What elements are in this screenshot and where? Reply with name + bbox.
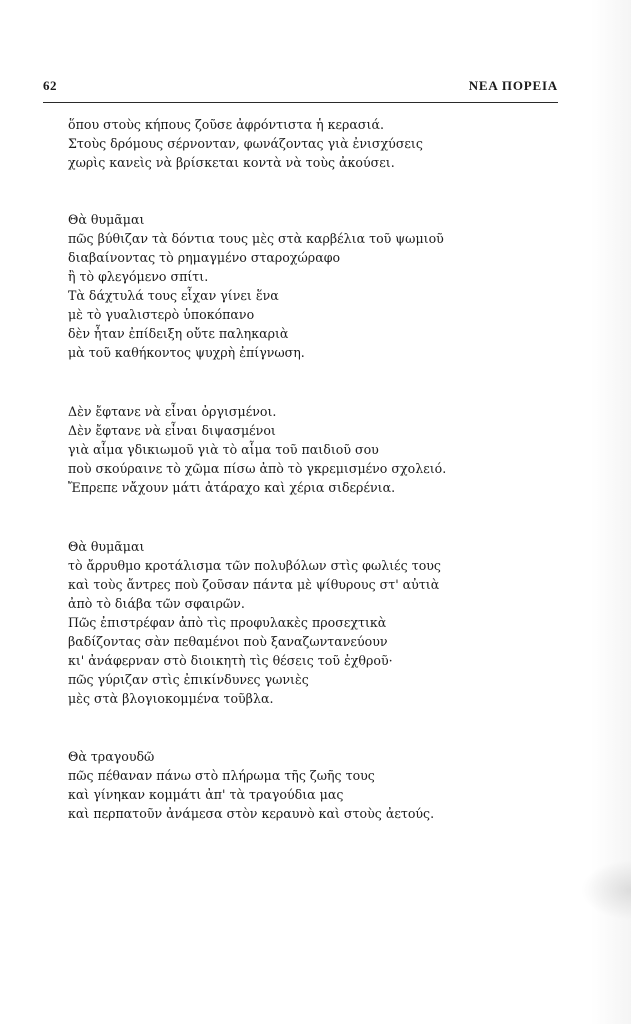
scan-smudge [581,860,631,920]
stanza-4 [68,537,568,708]
poem-line: βαδίζοντας σὰν πεθαμένοι ποὺ ξαναζωντανεύουν [68,634,388,649]
poem-line: χωρὶς κανεὶς νὰ βρίσκεται κοντὰ νὰ τοὺς ἀκούσει. [68,155,395,170]
poem-line: πῶς πέθαναν πάνω στὸ πλήρωμα τῆς ζωῆς τους [68,768,375,783]
stanza-1 [68,115,568,172]
poem-line: Ἔπρεπε νἄχουν μάτι ἀτάραχο καὶ χέρια σιδερένια. [68,480,396,495]
poem-line: Θὰ θυμᾶμαι [68,212,145,227]
poem-line: Πῶς ἐπιστρέφαν ἀπὸ τὶς προφυλακὲς προσεχτικὰ [68,615,387,630]
poem-line: δὲν ἦταν ἐπίδειξη οὔτε παληκαριὰ [68,326,289,341]
stanza-5 [68,747,568,823]
poem-line: Τὰ δάχτυλά τους εἶχαν γίνει ἕνα [68,288,279,303]
page-number: 62 [43,78,57,93]
poem-line: ἀπὸ τὸ διάβα τῶν σφαιρῶν. [68,596,245,611]
poem-line: πῶς βύθιζαν τὰ δόντια τους μὲς στὰ καρβέλια τοῦ ψωμιοῦ [68,231,444,246]
stanza-gap [68,497,568,537]
poem-line: καὶ περπατοῦν ἀνάμεσα στὸν κεραυνὸ καὶ στοὺς ἀετούς. [68,806,435,821]
poem-line: διαβαίνοντας τὸ ρημαγμένο σταροχώραφο [68,250,341,265]
running-header [43,78,558,103]
poem-line: καὶ τοὺς ἄντρες ποὺ ζοῦσαν πάντα μὲ ψίθυρους στ' αὐτιὰ [68,577,440,592]
poem-line: ἢ τὸ φλεγόμενο σπίτι. [68,269,209,284]
poem-line: μὲ τὸ γυαλιστερὸ ὑποκόπανο [68,307,255,322]
poem-line: ποὺ σκούραινε τὸ χῶμα πίσω ἀπὸ τὸ γκρεμισμένο σχολειό. [68,461,447,476]
poem-line: καὶ γίνηκαν κομμάτι ἀπ' τὰ τραγούδια μας [68,787,344,802]
stanza-3 [68,402,568,497]
poem-line: μὲς στὰ βλογιοκομμένα τοῦβλα. [68,691,274,706]
poem-line: ὅπου στοὺς κήπους ζοῦσε ἀφρόντιστα ἡ κερασιά. [68,117,384,132]
stanza-gap [68,362,568,402]
poem-line: πῶς γύριζαν στὶς ἐπικίνδυνες γωνιὲς [68,672,309,687]
poem-line: Δὲν ἔφτανε νὰ εἶναι ὀργισμένοι. [68,404,277,419]
poem-line: μὰ τοῦ καθήκοντος ψυχρὴ ἐπίγνωση. [68,345,305,360]
stanza-gap [68,172,568,210]
poem-line: Δὲν ἔφτανε νὰ εἶναι διψασμένοι [68,423,276,438]
poem-line: Θὰ θυμᾶμαι [68,539,145,554]
poem-line: Θὰ τραγουδῶ [68,749,155,764]
journal-title: ΝΕΑ ΠΟΡΕΙΑ [468,78,558,93]
poem-body [68,115,568,823]
stanza-2 [68,210,568,362]
stanza-gap [68,708,568,747]
poem-line: Στοὺς δρόμους σέρνονταν, φωνάζοντας γιὰ ἐνισχύσεις [68,136,423,151]
poem-line: κι' ἀνάφερναν στὸ διοικητὴ τὶς θέσεις τοῦ ἐχθροῦ· [68,653,393,668]
poem-line: τὸ ἄρρυθμο κροτάλισμα τῶν πολυβόλων στὶς φωλιές τους [68,558,441,573]
poem-line: γιὰ αἷμα γδικιωμοῦ γιὰ τὸ αἷμα τοῦ παιδιοῦ σου [68,442,379,457]
